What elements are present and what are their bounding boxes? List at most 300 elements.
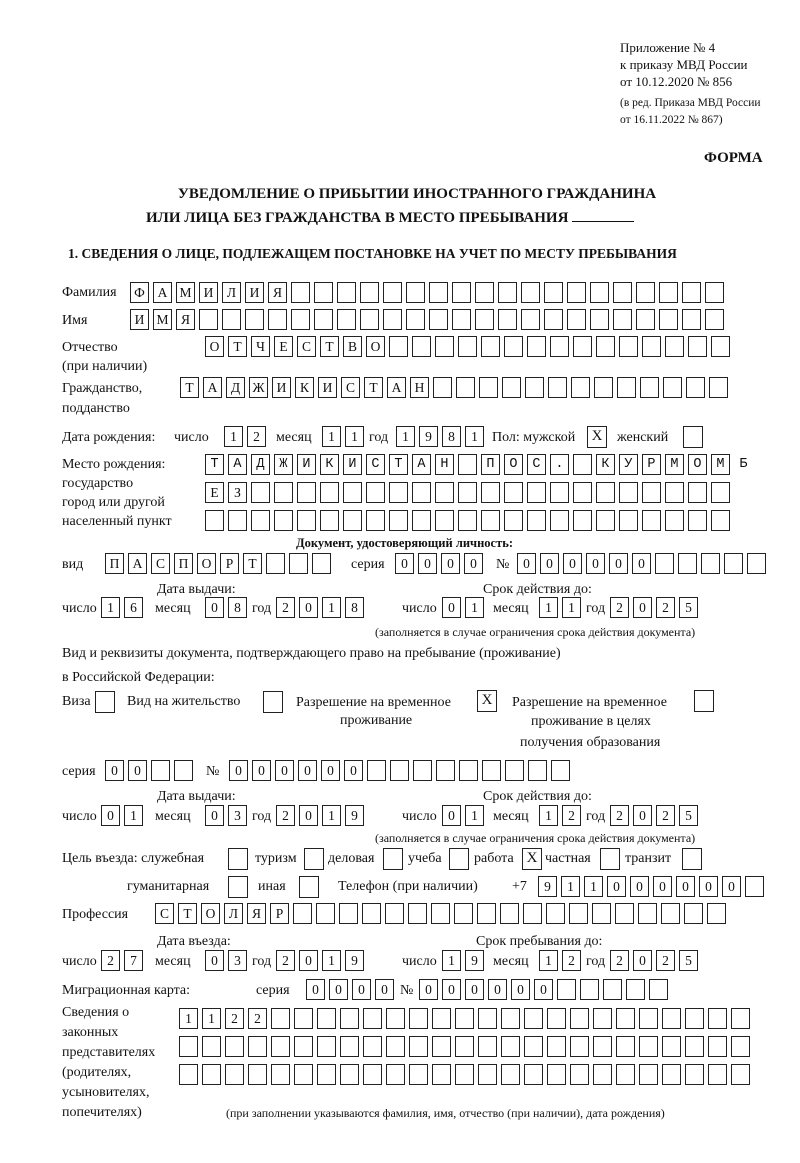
char-box[interactable] — [544, 309, 563, 330]
char-box[interactable]: И — [318, 377, 337, 398]
char-box[interactable] — [205, 510, 224, 531]
char-box[interactable] — [590, 282, 609, 303]
char-box[interactable]: С — [297, 336, 316, 357]
citizenship-field[interactable] — [180, 377, 728, 398]
stay-series-field[interactable] — [105, 760, 193, 781]
trp-checkbox[interactable]: X — [477, 690, 497, 712]
char-box[interactable]: 0 — [375, 979, 394, 1000]
char-box[interactable] — [708, 1064, 727, 1085]
char-box[interactable] — [685, 1008, 704, 1029]
char-box[interactable] — [708, 1036, 727, 1057]
char-box[interactable]: 0 — [722, 876, 741, 897]
char-box[interactable]: 0 — [419, 979, 438, 1000]
char-box[interactable] — [547, 1064, 566, 1085]
char-box[interactable] — [665, 510, 684, 531]
char-box[interactable] — [274, 510, 293, 531]
char-box[interactable] — [570, 1008, 589, 1029]
char-box[interactable]: 0 — [633, 805, 652, 826]
char-box[interactable] — [593, 1036, 612, 1057]
char-box[interactable]: 1 — [202, 1008, 221, 1029]
char-box[interactable] — [708, 1008, 727, 1029]
char-box[interactable] — [557, 979, 576, 1000]
char-box[interactable]: 1 — [396, 426, 415, 447]
char-box[interactable]: 1 — [101, 597, 120, 618]
char-box[interactable] — [362, 903, 381, 924]
char-box[interactable] — [724, 553, 743, 574]
char-box[interactable] — [297, 482, 316, 503]
char-box[interactable]: 2 — [276, 805, 295, 826]
char-box[interactable] — [478, 1036, 497, 1057]
char-box[interactable] — [504, 510, 523, 531]
char-box[interactable] — [317, 1008, 336, 1029]
purpose-business-checkbox[interactable] — [383, 848, 403, 870]
char-box[interactable]: И — [272, 377, 291, 398]
char-box[interactable] — [639, 1036, 658, 1057]
char-box[interactable] — [389, 336, 408, 357]
char-box[interactable] — [386, 1064, 405, 1085]
char-box[interactable] — [435, 510, 454, 531]
char-box[interactable] — [271, 1008, 290, 1029]
char-box[interactable] — [291, 282, 310, 303]
char-box[interactable]: 0 — [128, 760, 147, 781]
char-box[interactable] — [475, 282, 494, 303]
char-box[interactable]: 1 — [322, 950, 341, 971]
char-box[interactable] — [478, 1064, 497, 1085]
char-box[interactable] — [481, 336, 500, 357]
char-box[interactable]: Я — [268, 282, 287, 303]
char-box[interactable] — [593, 1008, 612, 1029]
char-box[interactable]: А — [128, 553, 147, 574]
stay-valid-day[interactable] — [442, 805, 484, 826]
char-box[interactable]: С — [155, 903, 174, 924]
birth-year-field[interactable] — [396, 426, 484, 447]
char-box[interactable] — [524, 1036, 543, 1057]
char-box[interactable] — [501, 1064, 520, 1085]
char-box[interactable]: 1 — [539, 805, 558, 826]
char-box[interactable]: О — [366, 336, 385, 357]
char-box[interactable]: С — [341, 377, 360, 398]
char-box[interactable]: И — [199, 282, 218, 303]
char-box[interactable] — [594, 377, 613, 398]
char-box[interactable] — [202, 1064, 221, 1085]
char-box[interactable]: 8 — [442, 426, 461, 447]
char-box[interactable] — [314, 309, 333, 330]
char-box[interactable]: Т — [180, 377, 199, 398]
char-box[interactable] — [435, 336, 454, 357]
stay-valid-year[interactable] — [610, 805, 698, 826]
char-box[interactable] — [571, 377, 590, 398]
char-box[interactable] — [504, 482, 523, 503]
char-box[interactable] — [525, 377, 544, 398]
char-box[interactable] — [527, 510, 546, 531]
char-box[interactable]: О — [197, 553, 216, 574]
char-box[interactable]: 0 — [205, 950, 224, 971]
char-box[interactable] — [498, 309, 517, 330]
char-box[interactable]: 0 — [653, 876, 672, 897]
char-box[interactable]: Е — [274, 336, 293, 357]
stay-issue-month[interactable] — [205, 805, 247, 826]
char-box[interactable] — [705, 282, 724, 303]
char-box[interactable]: 0 — [699, 876, 718, 897]
char-box[interactable] — [616, 1036, 635, 1057]
char-box[interactable]: 2 — [225, 1008, 244, 1029]
stay-valid-month[interactable] — [539, 805, 581, 826]
char-box[interactable] — [367, 760, 386, 781]
mc-series-field[interactable] — [306, 979, 394, 1000]
male-checkbox[interactable]: X — [587, 426, 607, 448]
id-issue-year[interactable] — [276, 597, 364, 618]
char-box[interactable]: 0 — [630, 876, 649, 897]
char-box[interactable] — [406, 282, 425, 303]
char-box[interactable] — [179, 1064, 198, 1085]
char-box[interactable]: Т — [320, 336, 339, 357]
char-box[interactable] — [363, 1008, 382, 1029]
id-kind-field[interactable] — [105, 553, 331, 574]
char-box[interactable] — [248, 1036, 267, 1057]
char-box[interactable] — [455, 1008, 474, 1029]
char-box[interactable]: 0 — [441, 553, 460, 574]
char-box[interactable]: 0 — [442, 805, 461, 826]
char-box[interactable]: 0 — [534, 979, 553, 1000]
char-box[interactable]: 0 — [205, 805, 224, 826]
surname-field[interactable] — [130, 282, 724, 303]
char-box[interactable] — [454, 903, 473, 924]
stay-issue-year[interactable] — [276, 805, 364, 826]
char-box[interactable]: 1 — [539, 950, 558, 971]
purpose-humanitarian-checkbox[interactable] — [228, 876, 248, 898]
char-box[interactable] — [639, 1008, 658, 1029]
char-box[interactable]: 1 — [539, 597, 558, 618]
char-box[interactable] — [179, 1036, 198, 1057]
char-box[interactable] — [429, 309, 448, 330]
char-box[interactable] — [436, 760, 455, 781]
id-valid-month[interactable] — [539, 597, 581, 618]
phone-field[interactable] — [538, 876, 764, 897]
purpose-private-checkbox[interactable] — [600, 848, 620, 870]
char-box[interactable] — [312, 553, 331, 574]
char-box[interactable]: 8 — [228, 597, 247, 618]
char-box[interactable]: 0 — [563, 553, 582, 574]
char-box[interactable]: О — [201, 903, 220, 924]
char-box[interactable] — [592, 903, 611, 924]
char-box[interactable]: 0 — [344, 760, 363, 781]
char-box[interactable] — [498, 282, 517, 303]
char-box[interactable] — [640, 377, 659, 398]
char-box[interactable] — [478, 1008, 497, 1029]
char-box[interactable]: 2 — [656, 950, 675, 971]
char-box[interactable]: 0 — [205, 597, 224, 618]
char-box[interactable] — [174, 760, 193, 781]
char-box[interactable] — [151, 760, 170, 781]
char-box[interactable] — [547, 1036, 566, 1057]
char-box[interactable] — [452, 309, 471, 330]
char-box[interactable] — [389, 482, 408, 503]
char-box[interactable] — [386, 1036, 405, 1057]
char-box[interactable] — [294, 1064, 313, 1085]
char-box[interactable] — [662, 1036, 681, 1057]
char-box[interactable] — [570, 1064, 589, 1085]
char-box[interactable] — [245, 309, 264, 330]
char-box[interactable] — [383, 282, 402, 303]
char-box[interactable] — [590, 309, 609, 330]
char-box[interactable] — [452, 282, 471, 303]
char-box[interactable] — [619, 336, 638, 357]
birth-month-field[interactable] — [322, 426, 364, 447]
char-box[interactable] — [626, 979, 645, 1000]
char-box[interactable]: 1 — [584, 876, 603, 897]
char-box[interactable] — [363, 1036, 382, 1057]
char-box[interactable]: 1 — [465, 805, 484, 826]
char-box[interactable]: 0 — [442, 979, 461, 1000]
char-box[interactable]: 0 — [275, 760, 294, 781]
char-box[interactable] — [642, 510, 661, 531]
char-box[interactable] — [711, 510, 730, 531]
char-box[interactable] — [619, 482, 638, 503]
char-box[interactable]: Л — [224, 903, 243, 924]
id-issue-day[interactable] — [101, 597, 143, 618]
char-box[interactable]: 3 — [228, 950, 247, 971]
char-box[interactable] — [408, 903, 427, 924]
char-box[interactable] — [570, 1036, 589, 1057]
char-box[interactable] — [502, 377, 521, 398]
char-box[interactable] — [385, 903, 404, 924]
char-box[interactable] — [731, 1008, 750, 1029]
char-box[interactable] — [435, 482, 454, 503]
char-box[interactable] — [665, 482, 684, 503]
char-box[interactable] — [638, 903, 657, 924]
char-box[interactable] — [482, 760, 501, 781]
char-box[interactable] — [688, 336, 707, 357]
char-box[interactable] — [655, 553, 674, 574]
char-box[interactable] — [685, 1064, 704, 1085]
char-box[interactable] — [636, 282, 655, 303]
char-box[interactable]: 5 — [679, 597, 698, 618]
char-box[interactable]: 1 — [322, 805, 341, 826]
char-box[interactable]: А — [203, 377, 222, 398]
char-box[interactable] — [616, 1064, 635, 1085]
purpose-work-checkbox[interactable]: X — [522, 848, 542, 870]
char-box[interactable] — [613, 309, 632, 330]
char-box[interactable] — [731, 1064, 750, 1085]
char-box[interactable] — [567, 309, 586, 330]
name-field[interactable] — [130, 309, 724, 330]
char-box[interactable] — [431, 903, 450, 924]
char-box[interactable]: 2 — [562, 805, 581, 826]
char-box[interactable]: 1 — [322, 426, 341, 447]
char-box[interactable]: 0 — [465, 979, 484, 1000]
char-box[interactable] — [383, 309, 402, 330]
char-box[interactable] — [481, 510, 500, 531]
char-box[interactable] — [386, 1008, 405, 1029]
char-box[interactable] — [297, 510, 316, 531]
char-box[interactable] — [615, 903, 634, 924]
profession-field[interactable] — [155, 903, 726, 924]
char-box[interactable] — [688, 510, 707, 531]
char-box[interactable] — [412, 336, 431, 357]
char-box[interactable]: 1 — [561, 876, 580, 897]
char-box[interactable] — [711, 482, 730, 503]
char-box[interactable]: К — [295, 377, 314, 398]
char-box[interactable]: 9 — [345, 805, 364, 826]
char-box[interactable] — [524, 1064, 543, 1085]
char-box[interactable] — [603, 979, 622, 1000]
char-box[interactable] — [547, 1008, 566, 1029]
char-box[interactable]: 0 — [488, 979, 507, 1000]
char-box[interactable] — [686, 377, 705, 398]
char-box[interactable] — [412, 482, 431, 503]
char-box[interactable]: 0 — [329, 979, 348, 1000]
char-box[interactable]: 2 — [610, 597, 629, 618]
char-box[interactable]: 5 — [679, 950, 698, 971]
char-box[interactable]: 8 — [345, 597, 364, 618]
char-box[interactable] — [228, 510, 247, 531]
char-box[interactable] — [569, 903, 588, 924]
id-series-field[interactable] — [395, 553, 483, 574]
char-box[interactable] — [649, 979, 668, 1000]
char-box[interactable] — [593, 1064, 612, 1085]
char-box[interactable] — [432, 1064, 451, 1085]
char-box[interactable] — [409, 1064, 428, 1085]
char-box[interactable] — [456, 377, 475, 398]
char-box[interactable] — [709, 377, 728, 398]
char-box[interactable] — [337, 309, 356, 330]
char-box[interactable]: А — [153, 282, 172, 303]
char-box[interactable] — [294, 1008, 313, 1029]
stay-issue-day[interactable] — [101, 805, 143, 826]
char-box[interactable]: М — [176, 282, 195, 303]
birth-day-field[interactable] — [224, 426, 266, 447]
char-box[interactable] — [409, 1008, 428, 1029]
patronymic-field[interactable] — [205, 336, 730, 357]
residence-checkbox[interactable] — [263, 691, 283, 713]
char-box[interactable] — [458, 510, 477, 531]
char-box[interactable]: Т — [228, 336, 247, 357]
birthplace-field-1[interactable] — [205, 454, 763, 475]
char-box[interactable]: В — [343, 336, 362, 357]
char-box[interactable] — [701, 553, 720, 574]
char-box[interactable] — [316, 903, 335, 924]
char-box[interactable] — [567, 282, 586, 303]
char-box[interactable] — [705, 309, 724, 330]
char-box[interactable] — [360, 309, 379, 330]
char-box[interactable] — [268, 309, 287, 330]
char-box[interactable] — [455, 1064, 474, 1085]
char-box[interactable] — [619, 510, 638, 531]
char-box[interactable] — [455, 1036, 474, 1057]
char-box[interactable] — [343, 510, 362, 531]
char-box[interactable]: 1 — [465, 426, 484, 447]
char-box[interactable]: 0 — [633, 597, 652, 618]
char-box[interactable] — [339, 903, 358, 924]
char-box[interactable] — [685, 1036, 704, 1057]
char-box[interactable]: 0 — [229, 760, 248, 781]
id-issue-month[interactable] — [205, 597, 247, 618]
char-box[interactable]: 7 — [124, 950, 143, 971]
char-box[interactable]: 0 — [442, 597, 461, 618]
char-box[interactable] — [731, 1036, 750, 1057]
char-box[interactable] — [432, 1036, 451, 1057]
char-box[interactable]: Н — [410, 377, 429, 398]
char-box[interactable]: 0 — [299, 805, 318, 826]
char-box[interactable] — [528, 760, 547, 781]
char-box[interactable] — [596, 510, 615, 531]
char-box[interactable] — [293, 903, 312, 924]
char-box[interactable] — [251, 510, 270, 531]
char-box[interactable] — [360, 282, 379, 303]
char-box[interactable] — [662, 1064, 681, 1085]
char-box[interactable] — [477, 903, 496, 924]
char-box[interactable] — [524, 1008, 543, 1029]
char-box[interactable] — [636, 309, 655, 330]
char-box[interactable]: П — [174, 553, 193, 574]
char-box[interactable] — [337, 282, 356, 303]
id-valid-year[interactable] — [610, 597, 698, 618]
char-box[interactable] — [573, 482, 592, 503]
char-box[interactable] — [366, 510, 385, 531]
char-box[interactable] — [527, 482, 546, 503]
char-box[interactable] — [678, 553, 697, 574]
char-box[interactable] — [458, 482, 477, 503]
char-box[interactable]: 0 — [321, 760, 340, 781]
char-box[interactable]: 0 — [540, 553, 559, 574]
char-box[interactable] — [202, 1036, 221, 1057]
char-box[interactable]: 2 — [610, 950, 629, 971]
char-box[interactable] — [642, 482, 661, 503]
char-box[interactable]: 2 — [610, 805, 629, 826]
char-box[interactable]: 2 — [248, 1008, 267, 1029]
char-box[interactable] — [251, 482, 270, 503]
char-box[interactable] — [551, 760, 570, 781]
char-box[interactable] — [479, 377, 498, 398]
mc-number-field[interactable] — [419, 979, 668, 1000]
char-box[interactable] — [684, 903, 703, 924]
char-box[interactable] — [271, 1064, 290, 1085]
char-box[interactable] — [390, 760, 409, 781]
char-box[interactable]: 0 — [105, 760, 124, 781]
char-box[interactable]: 1 — [224, 426, 243, 447]
char-box[interactable] — [527, 336, 546, 357]
char-box[interactable] — [711, 336, 730, 357]
char-box[interactable] — [340, 1064, 359, 1085]
visa-checkbox[interactable] — [95, 691, 115, 713]
char-box[interactable] — [659, 309, 678, 330]
char-box[interactable] — [523, 903, 542, 924]
char-box[interactable] — [409, 1036, 428, 1057]
char-box[interactable] — [413, 760, 432, 781]
char-box[interactable] — [661, 903, 680, 924]
char-box[interactable] — [225, 1036, 244, 1057]
char-box[interactable] — [662, 1008, 681, 1029]
char-box[interactable] — [546, 903, 565, 924]
char-box[interactable] — [665, 336, 684, 357]
char-box[interactable]: 0 — [101, 805, 120, 826]
char-box[interactable] — [501, 1008, 520, 1029]
char-box[interactable]: 2 — [276, 597, 295, 618]
char-box[interactable]: М — [153, 309, 172, 330]
char-box[interactable]: 2 — [656, 805, 675, 826]
trp-edu-checkbox[interactable] — [694, 690, 714, 712]
char-box[interactable] — [573, 336, 592, 357]
char-box[interactable]: 0 — [607, 876, 626, 897]
entry-month[interactable] — [205, 950, 247, 971]
char-box[interactable]: Л — [222, 282, 241, 303]
char-box[interactable]: Е — [205, 482, 224, 503]
stay-until-year[interactable] — [610, 950, 698, 971]
purpose-study-checkbox[interactable] — [449, 848, 469, 870]
id-number-field[interactable] — [517, 553, 766, 574]
char-box[interactable]: 9 — [465, 950, 484, 971]
char-box[interactable] — [596, 336, 615, 357]
